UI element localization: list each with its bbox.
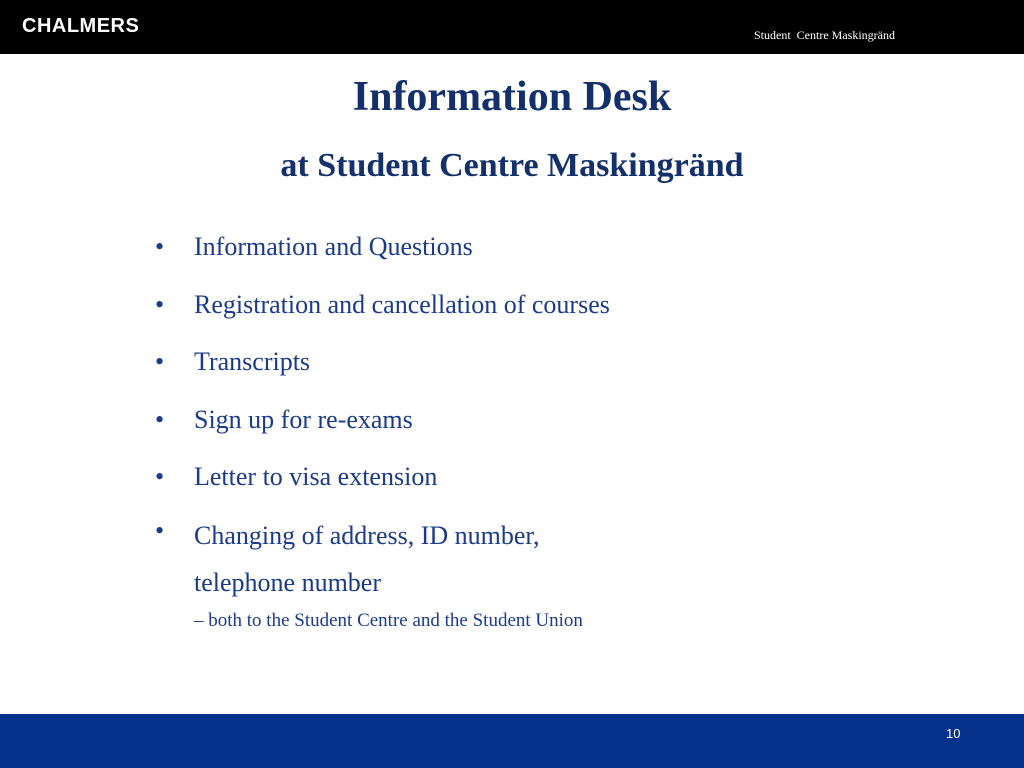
bullet-marker: • [155,289,165,319]
bullet-marker: • [155,404,165,434]
bullet-text: Information and Questions [194,232,473,261]
bullet-marker: • [155,347,165,376]
bullet-text: Registration and cancellation of courses [194,289,610,319]
bullet-item [155,343,614,381]
slide-title: Information Desk [352,74,672,120]
bullet-marker: • [155,515,165,545]
bullet-text: Sign up for re-exams [194,404,413,434]
chalmers-logo: CHALMERS [22,15,140,37]
bullet-marker: • [155,462,165,491]
bullet-item [155,228,614,266]
header-note: Student Centre Maskingränd [754,28,895,42]
bullet-item [155,286,614,324]
bullet-marker: • [155,232,165,261]
sub-note: – both to the Student Centre and the Student Union [194,609,583,631]
bullet-list [155,228,614,653]
slide-subtitle: at Student Centre Maskingränd [280,147,744,184]
footer-bar [0,714,1024,768]
bullet-text: Letter to visa extension [194,462,438,491]
bullet-item [155,512,614,634]
bullet-item [155,401,614,439]
bullet-text: Transcripts [194,347,311,376]
bullet-text: Changing of address, ID number, telephone number [194,520,540,597]
header-bar [0,0,1024,54]
bullet-item [155,458,614,496]
page-number: 10 [946,726,961,741]
